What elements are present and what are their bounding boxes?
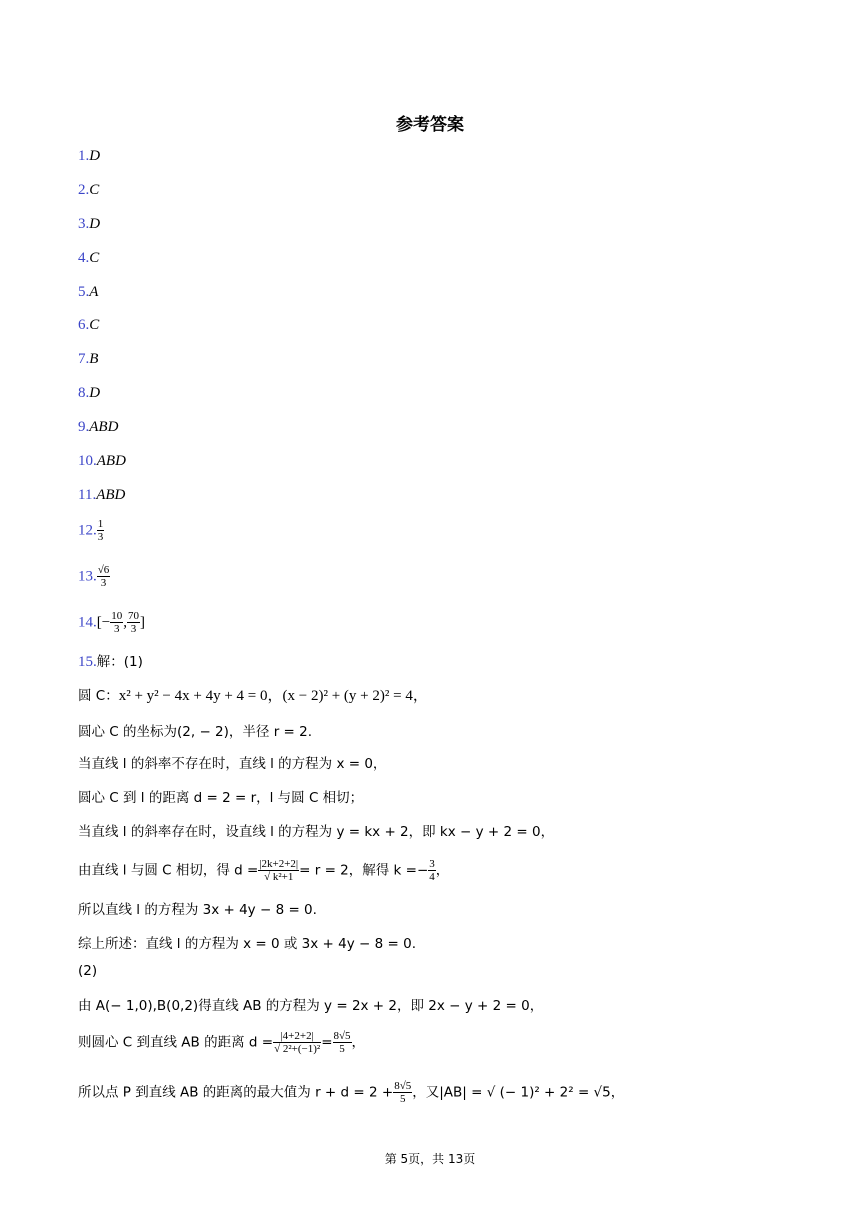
solution-line: 所以直线 l 的方程为 3x + 4y − 8 = 0. [78, 902, 317, 918]
answer-value: ABD [89, 419, 119, 435]
answer-value: A [89, 284, 99, 300]
q-number: 5. [78, 284, 90, 300]
q-number: 9. [78, 419, 90, 435]
answer-value: ABD [96, 453, 126, 469]
q-number: 13. [78, 568, 97, 585]
q-number: 8. [78, 385, 90, 401]
solution-line: 由 A(− 1,0),B(0,2)得直线 AB 的方程为 y = 2x + 2，即 2x − y + 2 = 0， [78, 998, 544, 1014]
answer-value: C [89, 250, 100, 266]
fraction: $\frac{1}{3}$ [97, 518, 104, 543]
answer-14: 14.[− $\frac{10}{3}$ , $\frac{70}{3}$ ] [78, 610, 145, 635]
answer-9 [78, 417, 118, 437]
answer-value: D [89, 216, 101, 232]
answer-value: C [89, 182, 100, 198]
answer-13 [78, 564, 110, 589]
solution-line: 当直线 l 的斜率存在时，设直线 l 的方程为 y = kx + 2，即 kx − y + 2 = 0， [78, 824, 555, 840]
fraction: $\frac{|2k+2+2|}{\text{√ k²+1}}$ [259, 858, 299, 883]
solution-line: 当直线 l 的斜率不存在时，直线 l 的方程为 x = 0， [78, 756, 387, 772]
page-footer: 第 5页，共 13页 [384, 1152, 476, 1166]
solution-line: 圆心 C 的坐标为(2, − 2)，半径 r = 2. [78, 724, 313, 740]
answer-value: D [89, 148, 101, 164]
answer-value: B [89, 351, 99, 367]
solution-line: 圆心 C 到 l 的距离 d = 2 = r，l 与圆 C 相切； [78, 790, 364, 806]
solution-line: 由直线 l 与圆 C 相切，得 d = $\frac{|2k+2+2|}{\text{√ k²+1}}$ = r = 2，解得 k =− $\frac{3}{4}$ ， [78, 858, 450, 883]
fraction: $\frac{|4+2+2|}{\text{√ 2²+(−1)²}}$ [274, 1030, 321, 1055]
fraction: $\frac{√6}{3}$ [97, 564, 110, 589]
page-title: 参考答案 [396, 115, 464, 135]
answer-5 [78, 282, 98, 302]
fraction: $\frac{70}{3}$ [127, 610, 139, 635]
solution-line: (2) [78, 963, 98, 979]
answer-7 [78, 349, 98, 369]
answer-10 [78, 451, 126, 471]
answer-value: D [89, 385, 101, 401]
q-number: 7. [78, 351, 90, 367]
answer-value: C [89, 317, 100, 333]
q-number: 3. [78, 216, 90, 232]
answer-12 [78, 518, 104, 543]
q-number: 2. [78, 182, 90, 198]
q-number: 14. [78, 614, 97, 631]
answer-value: ABD [96, 487, 126, 503]
answer-1 [78, 146, 100, 166]
answer-4 [78, 248, 99, 268]
answer-2 [78, 180, 99, 200]
fraction: $\frac{10}{3}$ [111, 610, 123, 635]
solution-line: 综上所述：直线 l 的方程为 x = 0 或 3x + 4y − 8 = 0. [78, 936, 416, 952]
q-number: 4. [78, 250, 90, 266]
answer-11 [78, 485, 125, 505]
q-number: 1. [78, 148, 90, 164]
answer-15-heading: 15.解：(1) [78, 654, 143, 670]
q-number: 11. [78, 487, 97, 503]
answer-3 [78, 214, 100, 234]
q-number: 10. [78, 453, 97, 469]
q-number: 12. [78, 522, 97, 539]
answer-6 [78, 315, 99, 335]
answer-8 [78, 383, 100, 403]
solution-line: 所以点 P 到直线 AB 的距离的最大值为 r + d = 2 + $\frac{8√5}{5}$ ，又|AB| = √ (− 1)² + 2² = √5， [78, 1080, 625, 1105]
solution-line: 圆 C：x² + y² − 4x + 4y + 4 = 0，(x − 2)² + (y + 2)² = 4， [78, 688, 428, 704]
q-number: 6. [78, 317, 90, 333]
fraction: $\frac{8√5}{5}$ [333, 1030, 351, 1055]
fraction: $\frac{8√5}{5}$ [394, 1080, 412, 1105]
q-number: 15. [78, 654, 97, 670]
fraction: $\frac{3}{4}$ [429, 858, 435, 883]
solution-line: 则圆心 C 到直线 AB 的距离 d = $\frac{|4+2+2|}{\text{√ 2²+(−1)²}}$ = $\frac{8√5}{5}$ ， [78, 1030, 366, 1055]
